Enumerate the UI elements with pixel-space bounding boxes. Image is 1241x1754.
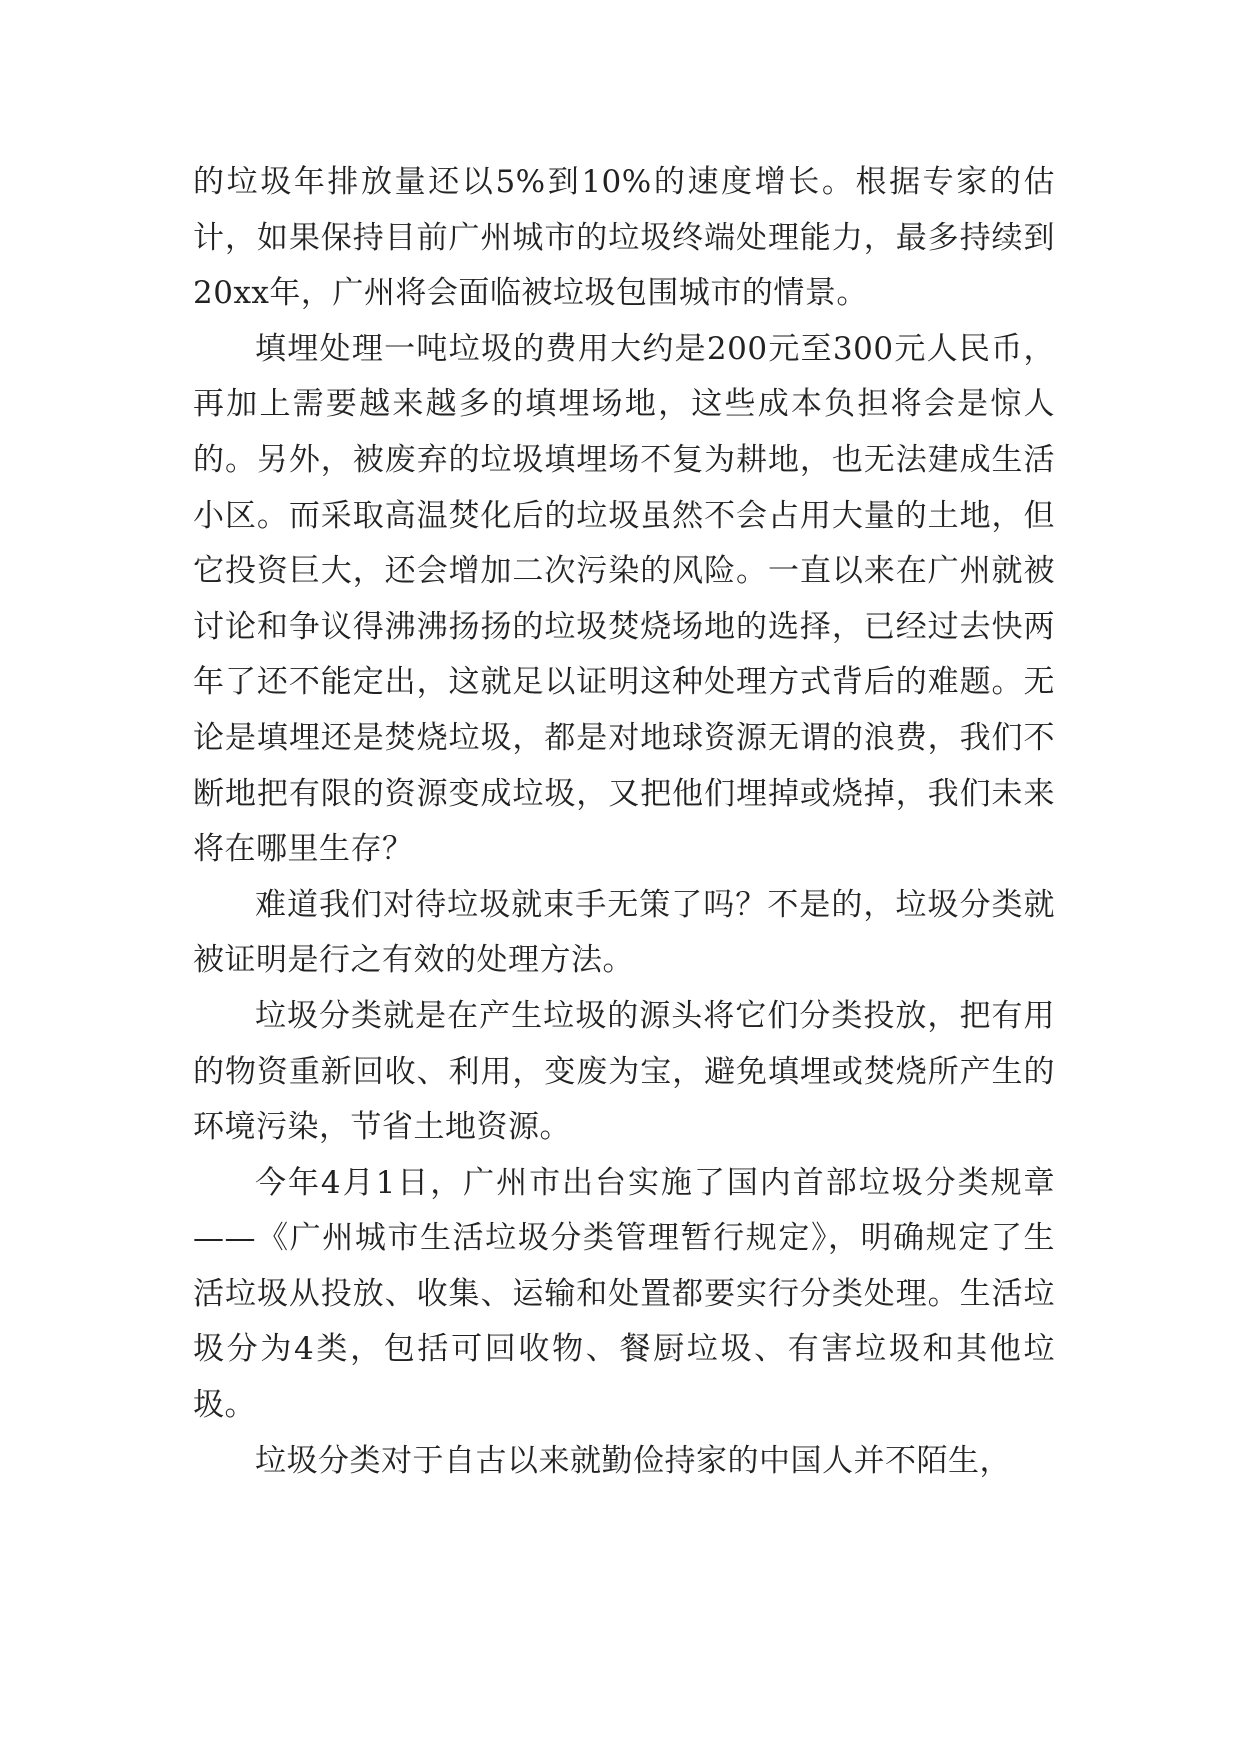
paragraph-regulation: 今年4月1日，广州市出台实施了国内首部垃圾分类规章——《广州城市生活垃圾分类管理暂行规定》，明确规定了生活垃圾从投放、收集、运输和处置都要实行分类处理。生活垃圾分为4类，包括可回收物、餐厨垃圾、有害垃圾和其他垃圾。 (193, 1164, 1055, 1424)
document-body (193, 155, 1055, 1489)
paragraph-sorting-definition: 垃圾分类就是在产生垃圾的源头将它们分类投放，把有用的物资重新回收、利用，变废为宝，避免填埋或焚烧所产生的环境污染，节省土地资源。 (193, 997, 1055, 1146)
paragraph-continued: 的垃圾年排放量还以5%到10%的速度增长。根据专家的估计，如果保持目前广州城市的垃圾终端处理能力，最多持续到20xx年，广州将会面临被垃圾包围城市的情景。 (193, 164, 1055, 312)
paragraph-landfill-cost: 填埋处理一吨垃圾的费用大约是200元至300元人民币，再加上需要越来越多的填埋场地，这些成本负担将会是惊人的。另外，被废弃的垃圾填埋场不复为耕地，也无法建成生活小区。而采取高温焚化后的垃圾虽然不会占用大量的土地，但它投资巨大，还会增加二次污染的风险。一直以来在广州就被讨论和争议得沸沸扬扬的垃圾焚烧场地的选择，已经过去快两年了还不能定出，这就足以证明这种处理方式背后的难题。无论是填埋还是焚烧垃圾，都是对地球资源无谓的浪费，我们不断地把有限的资源变成垃圾，又把他们埋掉或烧掉，我们未来将在哪里生存？ (193, 330, 1055, 868)
paragraph-question: 难道我们对待垃圾就束手无策了吗？不是的，垃圾分类就被证明是行之有效的处理方法。 (193, 886, 1055, 979)
paragraph-tradition: 垃圾分类对于自古以来就勤俭持家的中国人并不陌生， (255, 1442, 1011, 1479)
